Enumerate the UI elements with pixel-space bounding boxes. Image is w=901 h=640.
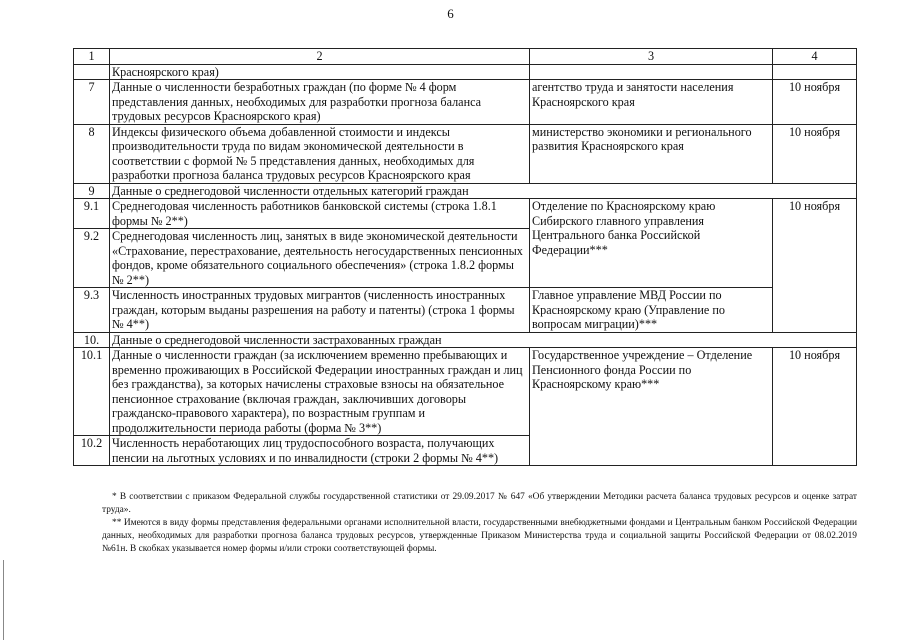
row-description: Красноярского края)	[110, 64, 530, 80]
row-description: Данные о численности безработных граждан (по форме № 4 форм представления данных, необходимых для разработки прогноза баланса трудовых ресурсов Красноярского края)	[110, 80, 530, 125]
row-description: Среднегодовая численность работников банковской системы (строка 1.8.1 формы № 2**)	[110, 199, 530, 229]
row-date: 10 ноября	[773, 348, 857, 466]
header-cell-4: 4	[773, 49, 857, 65]
table-row	[74, 80, 857, 125]
row-number: 8	[74, 124, 110, 183]
header-cell-2: 2	[110, 49, 530, 65]
table-row-section	[74, 183, 857, 199]
row-description: Среднегодовая численность лиц, занятых в виде экономической деятельности «Страхование, перестрахование, деятельность негосударственных пенсионных фондов, кроме обязательного социального обеспечения» (строка 1.8.2 формы № 2**)	[110, 229, 530, 288]
row-source: агентство труда и занятости населения Красноярского края	[530, 80, 773, 125]
table-row	[74, 348, 857, 436]
page-edge-line	[3, 560, 4, 640]
row-date	[773, 64, 857, 80]
row-source: министерство экономики и регионального развития Красноярского края	[530, 124, 773, 183]
footnote-2: ** Имеются в виду формы представления федеральными органами исполнительной власти, государственными внебюджетными фондами и Центральным банком Российской Федерации данных, необходимых для разработки прогноза баланса трудовых ресурсов, утвержденные Приказом Министерства труда и социальной защиты Российской Федерации от 08.02.2019 №61н. В скобках указывается номер формы и/или строки соответствующей формы.	[102, 518, 857, 554]
page-number: 6	[447, 6, 454, 21]
table-header-row	[74, 49, 857, 65]
row-number: 10.1	[74, 348, 110, 436]
row-number: 10.	[74, 332, 110, 348]
row-number	[74, 64, 110, 80]
row-date: 10 ноября	[773, 80, 857, 125]
table-row	[74, 199, 857, 229]
section-title: Данные о среднегодовой численности отдельных категорий граждан	[110, 183, 857, 199]
row-description: Индексы физического объема добавленной стоимости и индексы производительности труда по видам экономической деятельности в соответствии с формой № 5 представления данных, необходимых для разработки прогноза баланса трудовых ресурсов Красноярского края	[110, 124, 530, 183]
footnote-1: * В соответствии с приказом Федеральной службы государственной статистики от 29.09.2017 № 647 «Об утверждении Методики расчета баланса трудовых ресурсов и оценке затрат труда».	[102, 492, 857, 515]
table-row-section	[74, 332, 857, 348]
row-number: 9.1	[74, 199, 110, 229]
data-table	[73, 48, 857, 466]
section-title: Данные о среднегодовой численности застрахованных граждан	[110, 332, 857, 348]
row-description: Данные о численности граждан (за исключением временно пребывающих и временно проживающих в Российской Федерации иностранных граждан и лиц без гражданства), за которых начислены страховые взносы на обязательное пенсионное страхование (включая граждан, заключивших договоры гражданско-правового характера), по возрастным группам и продолжительности периода работы (форма № 3**)	[110, 348, 530, 436]
row-number: 7	[74, 80, 110, 125]
row-description: Численность неработающих лиц трудоспособного возраста, получающих пенсии на льготных условиях и по инвалидности (строки 2 формы № 4**)	[110, 436, 530, 466]
table-row	[74, 288, 857, 333]
table-row	[74, 124, 857, 183]
row-source: Отделение по Красноярскому краю Сибирского главного управления Центрального банка Российской Федерации***	[530, 199, 773, 288]
row-number: 10.2	[74, 436, 110, 466]
row-source: Государственное учреждение – Отделение Пенсионного фонда России по Красноярскому краю***	[530, 348, 773, 466]
row-number: 9.3	[74, 288, 110, 333]
header-cell-3: 3	[530, 49, 773, 65]
row-description: Численность иностранных трудовых мигрантов (численность иностранных граждан, которым выданы разрешения на работу и патенты) (строка 1 формы № 4**)	[110, 288, 530, 333]
table-row	[74, 64, 857, 80]
row-number: 9.2	[74, 229, 110, 288]
row-date: 10 ноября	[773, 199, 857, 333]
footnotes	[102, 491, 857, 556]
row-source	[530, 64, 773, 80]
header-cell-1: 1	[74, 49, 110, 65]
row-source: Главное управление МВД России по Красноярскому краю (Управление по вопросам миграции)***	[530, 288, 773, 333]
row-number: 9	[74, 183, 110, 199]
row-date: 10 ноября	[773, 124, 857, 183]
